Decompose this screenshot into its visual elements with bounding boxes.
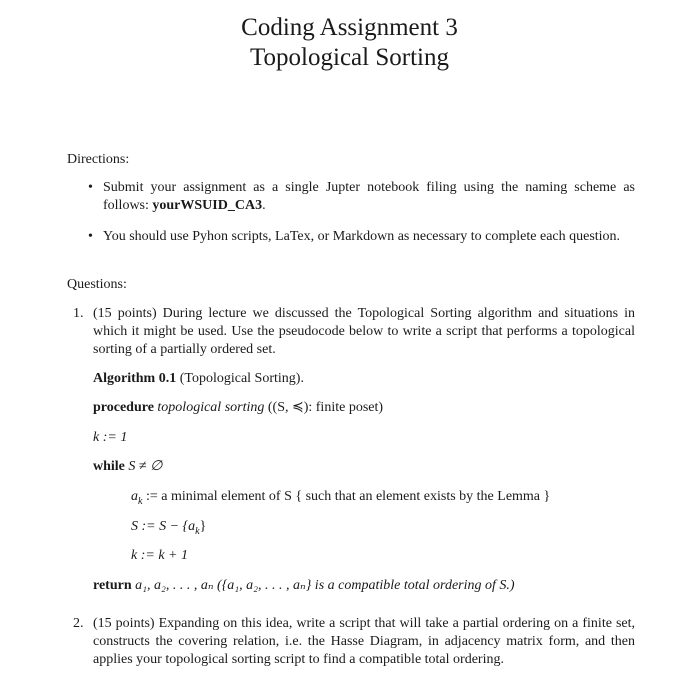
bullet-icon: • bbox=[88, 180, 93, 195]
bullet-icon: • bbox=[88, 229, 93, 244]
directions-item-1-filename: yourWSUID_CA3 bbox=[152, 198, 263, 214]
while-keyword: while bbox=[93, 459, 125, 474]
algorithm-while-line bbox=[93, 458, 162, 476]
algorithm-heading-title: (Topological Sorting). bbox=[176, 371, 304, 386]
algorithm-procedure-line bbox=[93, 399, 383, 417]
algorithm-heading-label: Algorithm 0.1 bbox=[93, 371, 177, 386]
title-line-1: Coding Assignment 3 bbox=[241, 14, 458, 41]
question-2-number: 2. bbox=[73, 616, 84, 631]
return-text: a₁, a₂, . . . , aₙ ({a₁, a₂, . . . , aₙ} is a compatible total ordering of S.) bbox=[135, 578, 515, 593]
document-title bbox=[0, 12, 699, 44]
algorithm-step-1 bbox=[131, 488, 550, 511]
algorithm-init-line: k := 1 bbox=[93, 430, 128, 445]
return-keyword: return bbox=[93, 578, 132, 593]
document-subtitle bbox=[0, 42, 699, 74]
procedure-args: ((S, ≼): finite poset) bbox=[264, 400, 384, 415]
step2-end: } bbox=[199, 519, 207, 534]
step2-text: S := S − {a bbox=[131, 519, 196, 534]
directions-item-1-text: Submit your assignment as a single Jupter notebook filing using the naming scheme as follows: bbox=[103, 180, 635, 214]
algorithm-return-line bbox=[93, 577, 515, 595]
procedure-keyword: procedure bbox=[93, 400, 154, 415]
algorithm-step-2 bbox=[131, 518, 206, 541]
algorithm-heading bbox=[93, 370, 304, 388]
step1-rest: := a minimal element of S { such that an element exists by the Lemma } bbox=[142, 489, 551, 504]
directions-item-2: You should use Pyhon scripts, LaTex, or Markdown as necessary to complete each question. bbox=[103, 229, 621, 244]
question-2-text: (15 points) Expanding on this idea, write a script that will take a partial ordering on a finite set, constructs the covering relation, i.e. the Hasse Diagram, in adjacency matrix form, and then applies your topological sorting script to find a compatible total ordering. bbox=[93, 616, 635, 668]
question-1-number: 1. bbox=[73, 306, 84, 321]
step2-subscript: k bbox=[195, 525, 200, 537]
title-line-2: Topological Sorting bbox=[250, 44, 449, 71]
questions-label: Questions: bbox=[67, 277, 127, 292]
algorithm-step-3: k := k + 1 bbox=[131, 548, 188, 563]
question-1-text: (15 points) During lecture we discussed the Topological Sorting algorithm and situations in which it might be used. Use the pseudocode below to write a script that performs a topological sorting of a partially ordered set. bbox=[93, 306, 635, 358]
step1-subscript: k bbox=[138, 495, 143, 507]
directions-label: Directions: bbox=[67, 152, 130, 167]
directions-item-1 bbox=[103, 179, 635, 215]
step1-lhs: a bbox=[131, 489, 138, 504]
procedure-name: topological sorting bbox=[157, 400, 265, 415]
while-condition: S ≠ ∅ bbox=[128, 459, 163, 474]
directions-item-1-suffix: . bbox=[262, 198, 266, 214]
